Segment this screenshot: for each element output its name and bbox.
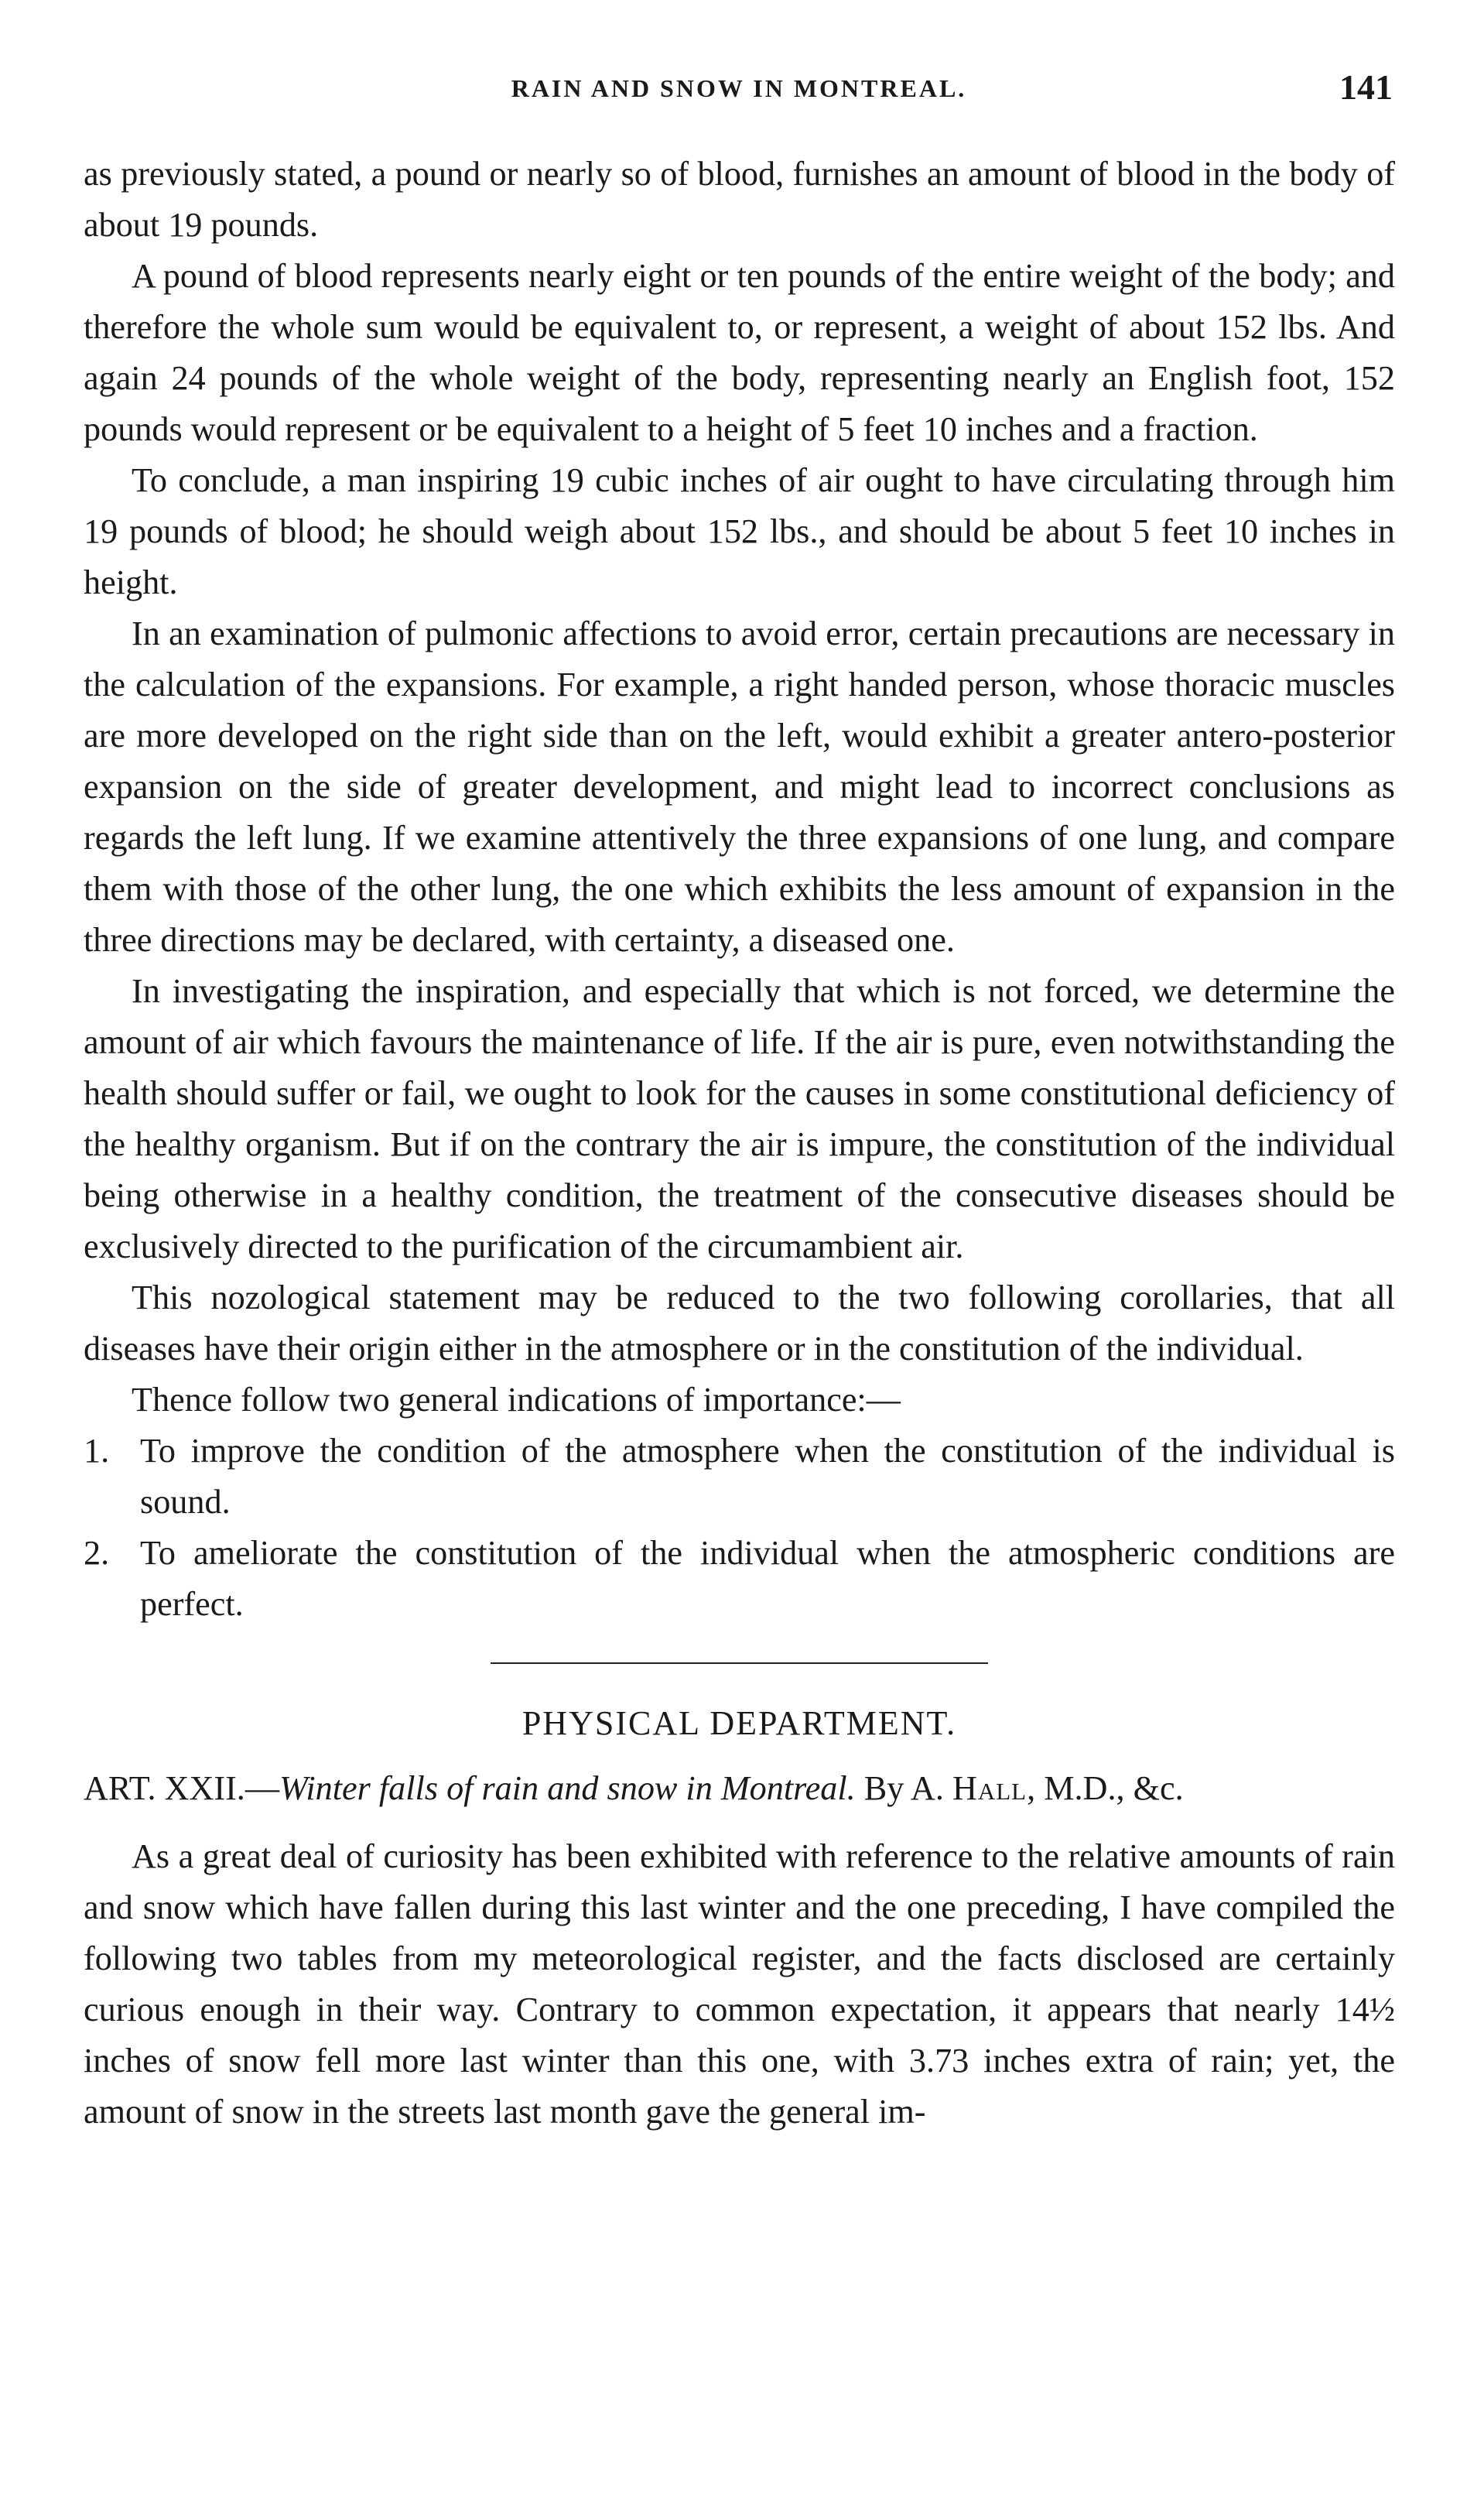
article-heading	[84, 1763, 1395, 1814]
page-body	[84, 149, 1395, 2138]
paragraph: To conclude, a man inspiring 19 cubic inches of air ought to have circulating through him 19 pounds of blood; he should weigh about 152 lbs., and should be about 5 feet 10 inches in height.	[84, 461, 1395, 601]
paragraph: This nozological statement may be reduced to the two following corollaries, that all diseases have their origin either in the atmosphere or in the constitution of the individual.	[84, 1279, 1395, 1368]
running-title: RAIN AND SNOW IN MONTREAL.	[511, 74, 967, 102]
author-suffix: , M.D., &c.	[1027, 1769, 1184, 1807]
section-title: PHYSICAL DEPARTMENT.	[521, 1704, 957, 1742]
paragraph: In an examination of pulmonic affections to avoid error, certain precautions are necessary in the calculation of the expansions. For example, a right handed person, whose thoracic muscles are more developed on the right side than on the left, would exhibit a greater antero-posterior expansion on the side of greater development, and might lead to incorrect conclusions as regards the left lung. If we examine attentively the three expansions of one lung, and compare them with those of the other lung, the one which exhibits the less amount of expansion in the three directions may be declared, with certainty, a diseased one.	[84, 614, 1395, 959]
list-number: 2.	[84, 1534, 110, 1572]
page-number: 141	[1339, 67, 1393, 107]
article-body: As a great deal of curiosity has been exhibited with reference to the relative amounts of rain and snow which have fallen during this last winter and the one preceding, I have compiled the following two tables from my meteorological register, and the facts disclosed are certainly curious enough in their way. Contrary to common expectation, it appears that nearly 14½ inches of snow fell more last winter than this one, with 3.73 inches extra of rain; yet, the amount of snow in the streets last month gave the general im-	[84, 1837, 1395, 2131]
author-name: Hall	[952, 1769, 1028, 1807]
byline-prefix: By A.	[863, 1769, 944, 1807]
section-divider	[491, 1662, 988, 1664]
list-number: 1.	[84, 1432, 110, 1470]
paragraph: A pound of blood represents nearly eight or ten pounds of the entire weight of the body; and therefore the whole sum would be equivalent to, or represent, a weight of about 152 lbs. And again 24 pounds of the whole weight of the body, representing nearly an English foot, 152 pounds would represent or be equivalent to a height of 5 feet 10 inches and a fraction.	[84, 257, 1395, 448]
article-number: ART. XXII.—	[84, 1769, 280, 1807]
page-header	[85, 67, 1393, 121]
list-text: To ameliorate the constitution of the individual when the atmospheric conditions are perfect.	[140, 1534, 1395, 1623]
spacer	[84, 1814, 1395, 1831]
article-title: Winter falls of rain and snow in Montreal.	[279, 1769, 856, 1807]
paragraph-continuation: as previously stated, a pound or nearly so of blood, furnishes an amount of blood in the body of about 19 pounds.	[84, 155, 1395, 244]
paragraph: Thence follow two general indications of importance:—	[132, 1381, 901, 1419]
list-item	[84, 1426, 1395, 1528]
paragraph: In investigating the inspiration, and especially that which is not forced, we determine the amount of air which favours the maintenance of life. If the air is pure, even notwithstanding the health should suffer or fail, we ought to look for the causes in some constitutional deficiency of the healthy organism. But if on the contrary the air is impure, the constitution of the individual being otherwise in a healthy condition, the treatment of the consecutive diseases should be exclusively directed to the purification of the circumambient air.	[84, 972, 1395, 1265]
list-item	[84, 1528, 1395, 1630]
list-text: To improve the condition of the atmosphere when the constitution of the individual is sound.	[140, 1432, 1395, 1521]
